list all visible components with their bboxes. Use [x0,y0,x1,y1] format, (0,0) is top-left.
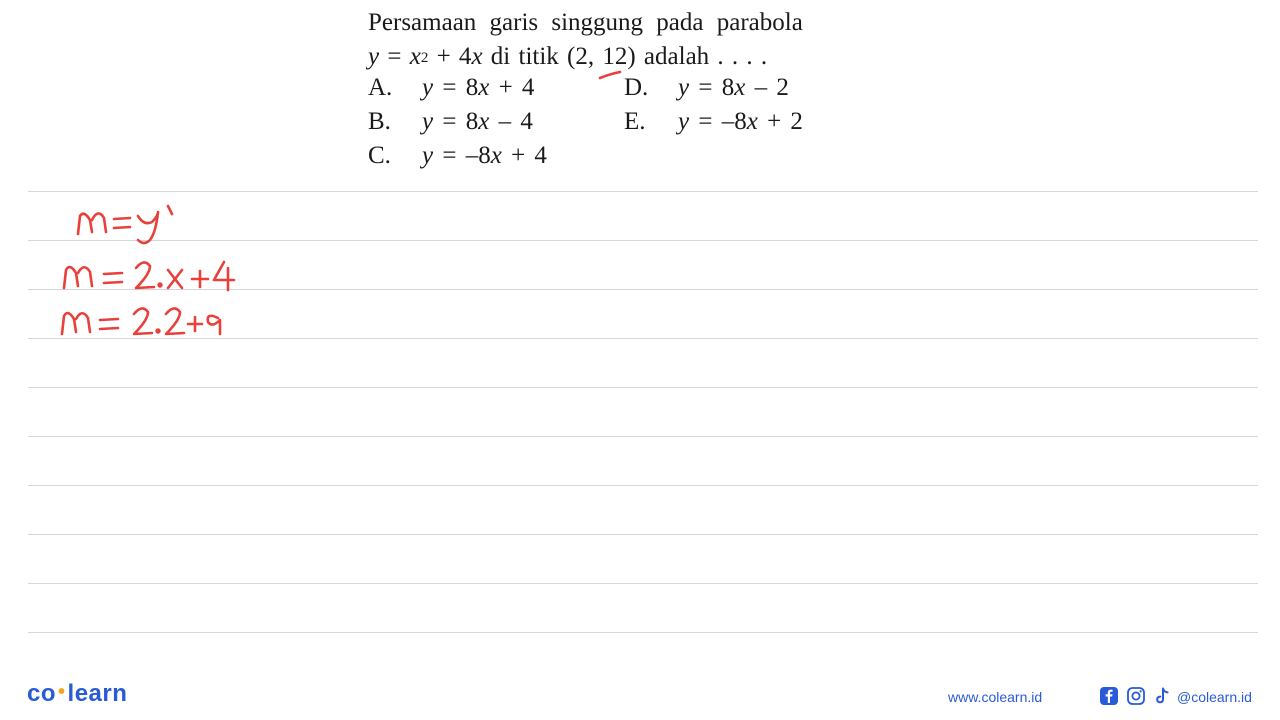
question-line-1: Persamaan garis singgung pada parabola [368,9,803,36]
hw-plus-2 [192,271,208,287]
hw-eq-1 [114,218,130,228]
option-letter: A. [368,74,393,101]
option-var-y: y [678,108,690,135]
hw-eq-3 [100,319,118,329]
logo-dot: • [58,681,66,703]
option-var-y: y [422,74,434,101]
facebook-icon[interactable] [1099,686,1119,706]
hw-m-3 [62,313,90,334]
hw-x-2 [168,270,182,288]
hw-m-1 [78,213,106,234]
social-handle[interactable]: @colearn.id [1177,689,1252,705]
exponent: 2 [420,50,429,66]
logo-left: co [27,680,57,707]
option-var-x: x [478,108,490,135]
option-mid: = –8 [433,142,491,169]
option-letter: C. [368,142,391,169]
option-post: – 2 [745,74,789,101]
option-post: – 4 [489,108,533,135]
hw-plus-3 [188,317,202,331]
hw-2a-3 [134,308,152,334]
colearn-logo [27,680,127,708]
hw-m-2 [64,267,92,288]
option-var-y: y [422,108,434,135]
option-var-x: x [746,108,758,135]
option-var-x: x [734,74,746,101]
var-x: x [409,43,421,70]
annotation-tick [600,72,620,78]
option-post: + 2 [757,108,803,135]
option-mid: = 8 [433,74,479,101]
option-mid: = –8 [689,108,747,135]
tiktok-icon[interactable] [1152,686,1172,706]
var-y: y [368,43,380,70]
hw-4-3 [208,316,220,334]
hw-y-1 [138,212,158,243]
logo-right: learn [67,680,128,707]
term-4: + 4 [428,43,472,70]
option-mid: = 8 [689,74,735,101]
option-var-y: y [422,142,434,169]
hw-4-2 [214,262,234,290]
question-tail: di titik (2, 12) adalah . . . . [482,43,768,70]
eq-sign: = [379,43,410,70]
hw-eq-2 [104,273,122,283]
hw-dot-2 [159,284,162,287]
option-letter: D. [624,74,649,101]
hw-2-2 [136,262,154,288]
hw-dot-3 [157,330,160,333]
option-mid: = 8 [433,108,479,135]
option-post: + 4 [489,74,535,101]
option-var-y: y [678,74,690,101]
option-letter: E. [624,108,646,135]
option-var-x: x [478,74,490,101]
website-link[interactable]: www.colearn.id [948,689,1043,705]
option-post: + 4 [501,142,547,169]
hw-2b-3 [166,308,184,334]
option-var-x: x [490,142,502,169]
option-letter: B. [368,108,391,135]
hw-prime-1 [168,206,172,214]
var-x-2: x [471,43,483,70]
instagram-icon[interactable] [1126,686,1146,706]
